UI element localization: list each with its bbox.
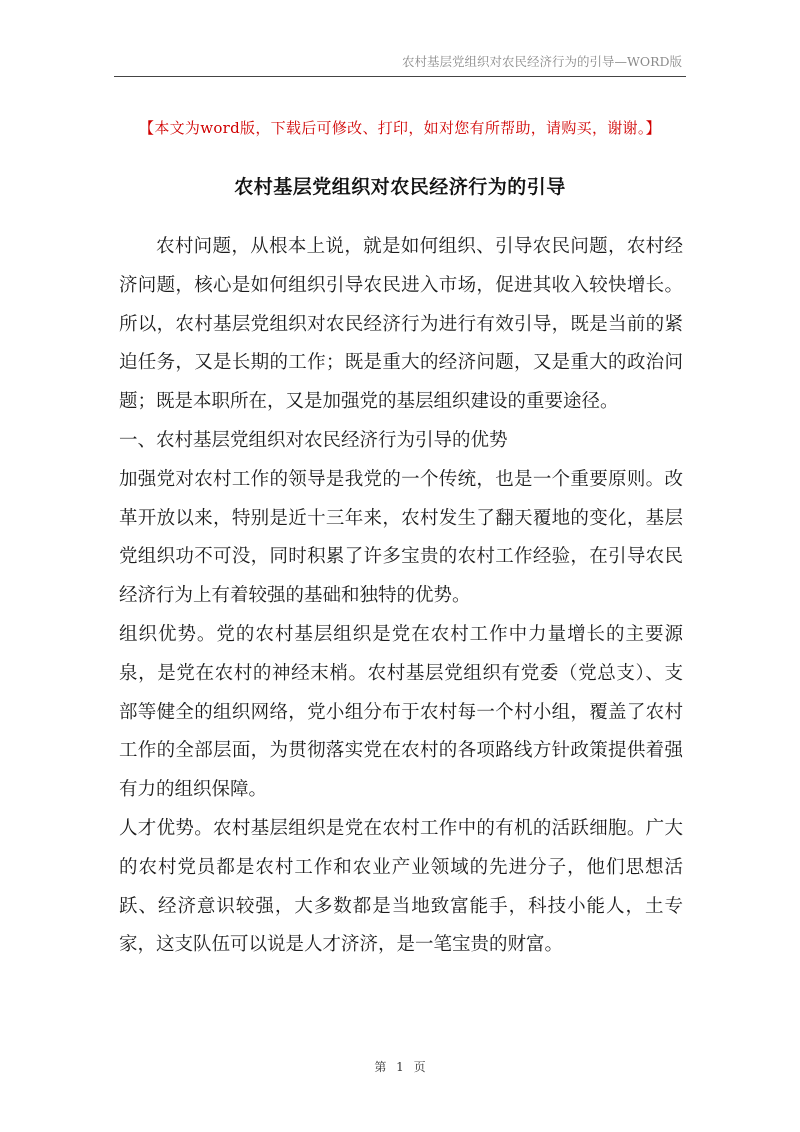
paragraph-talent-advantage: 人才优势。农村基层组织是党在农村工作中的有机的活跃细胞。广大的农村党员都是农村工作和农业产业领域的先进分子，他们思想活跃、经济意识较强，大多数都是当地致富能手，科技小能人，土专家，这支队伍可以说是人才济济，是一笔宝贵的财富。 (119, 817, 683, 956)
paragraph-organization-advantage: 组织优势。党的农村基层组织是党在农村工作中力量增长的主要源泉，是党在农村的神经末梢。农村基层党组织有党委（党总支）、支部等健全的组织网络，党小组分布于农村每一个村小组，覆盖了农村工作的全部层面，为贯彻落实党在农村的各项路线方针政策提供着强有力的组织保障。 (119, 623, 683, 801)
footer-suffix: 页 (413, 1060, 426, 1074)
page-footer (0, 1058, 800, 1075)
section-heading: 一、农村基层党组织对农民经济行为引导的优势 (119, 429, 508, 451)
footer-prefix: 第 (374, 1060, 387, 1074)
paragraph-intro: 农村问题，从根本上说，就是如何组织、引导农民问题，农村经济问题，核心是如何组织引导农民进入市场，促进其收入较快增长。所以，农村基层党组织对农民经济行为进行有效引导，既是当前的紧迫任务，又是长期的工作；既是重大的经济问题，又是重大的政治问题；既是本职所在，又是加强党的基层组织建设的重要途径。 (119, 236, 683, 413)
document-body (119, 228, 683, 965)
page-number: 1 (396, 1060, 404, 1074)
document-title: 农村基层党组织对农民经济行为的引导 (234, 176, 566, 198)
purchase-notice: 【本文为word版，下载后可修改、打印，如对您有所帮助，请购买，谢谢。】 (139, 119, 661, 137)
paragraph-party-leadership: 加强党对农村工作的领导是我党的一个传统，也是一个重要原则。改革开放以来，特别是近十三年来，农村发生了翻天覆地的变化，基层党组织功不可没，同时积累了许多宝贵的农村工作经验，在引导农民经济行为上有着较强的基础和独特的优势。 (119, 468, 683, 607)
running-header: 农村基层党组织对农民经济行为的引导—WORD版 (401, 54, 682, 69)
header-rule (114, 76, 686, 77)
